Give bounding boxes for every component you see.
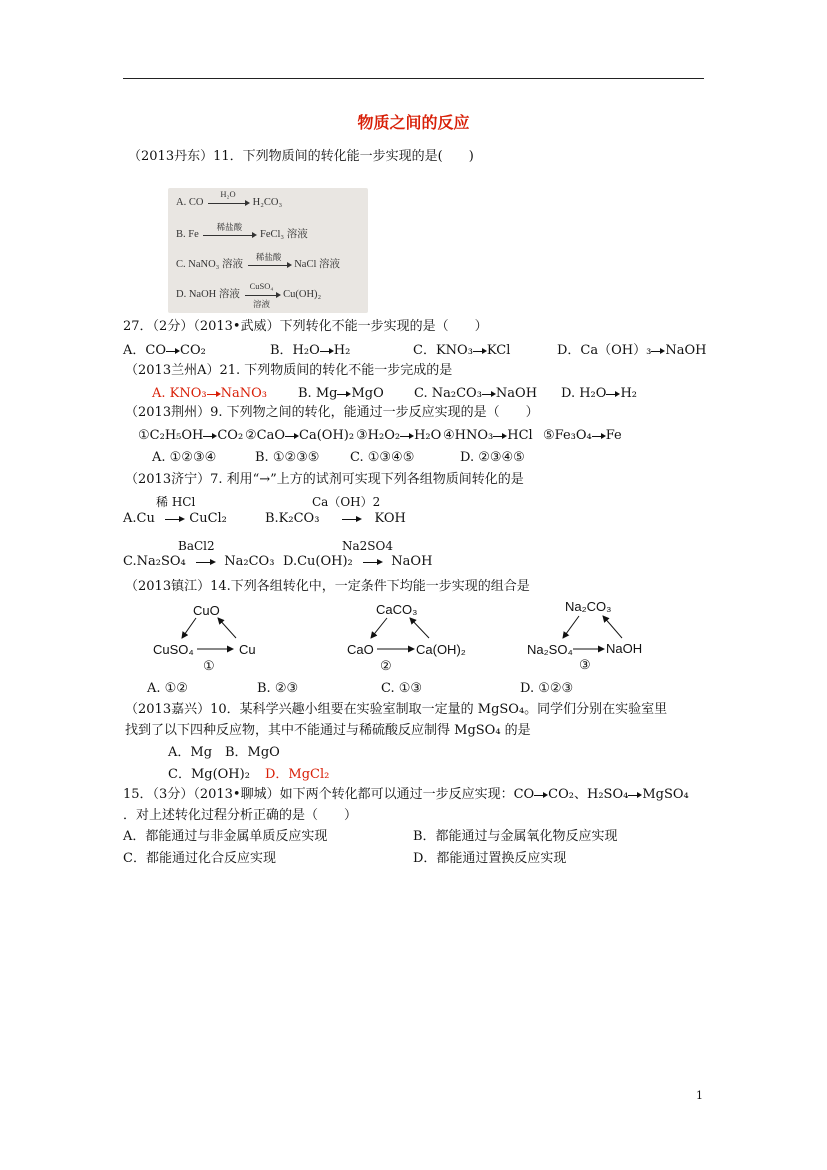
q4-item-5: ⑤Fe₃O₄ Fe: [543, 428, 622, 443]
q4-item-3: ③H₂O₂ H₂O: [356, 428, 442, 443]
q1-image-row-b: B. Fe 稀盐酸 FeCl₃ 溶液: [176, 221, 308, 240]
q3-stem: （2013兰州A）21. 下列物质间的转化不能一步完成的是: [125, 363, 453, 378]
q6-g1-num: ①: [203, 659, 215, 674]
q6-g2-num: ②: [380, 659, 392, 674]
q7-stem-line1: （2013嘉兴）10．某科学兴趣小组要在实验室制取一定量的 MgSO₄。同学们分别在实验室里: [125, 702, 668, 717]
q6-g3-left: Na₂SO₄: [527, 642, 573, 657]
q6-option-a: A. ①②: [147, 681, 188, 696]
q6-g1-left: CuSO₄: [153, 642, 194, 657]
q7-stem-line2: 找到了以下四种反应物，其中不能通过与稀硫酸反应制得 MgSO₄ 的是: [125, 723, 531, 738]
q1-image-row-d: D. NaOH 溶液 CuSO₄ 溶液 Cu(OH)₂: [176, 280, 322, 309]
q6-g3-right: NaOH: [606, 641, 643, 656]
q8-option-b: B．都能通过与金属氧化物反应实现: [413, 829, 618, 844]
q8-option-a: A．都能通过与非金属单质反应实现: [123, 829, 328, 844]
q5-reagent-b: Ca（OH）2: [312, 495, 381, 509]
q3-option-d: D. H₂O H₂: [561, 386, 637, 401]
q5-option-c: C.Na₂SO₄ Na₂CO₃: [123, 554, 275, 569]
q4-option-c: C. ①③④⑤: [350, 450, 415, 465]
q1-stem: （2013丹东）11．下列物质间的转化能一步实现的是( ): [128, 149, 474, 164]
q6-g1-top: CuO: [193, 603, 220, 618]
q4-stem: （2013荆州）9. 下列物之间的转化，能通过一步反应实现的是（ ）: [125, 405, 539, 420]
q7-option-b: B．MgO: [225, 745, 280, 760]
q1-image-row-a: A. CO H₂O H₂CO₃: [176, 188, 283, 208]
q5-reagent-a: 稀 HCl: [156, 495, 196, 509]
q6-stem: （2013镇江）14.下列各组转化中，一定条件下均能一步实现的组合是: [125, 579, 530, 594]
q7-option-c: C．Mg(OH)₂: [168, 767, 250, 782]
q8-option-d: D．都能通过置换反应实现: [413, 851, 567, 866]
q5-reagent-c: BaCl2: [178, 539, 215, 553]
q6-g3-top: Na₂CO₃: [565, 599, 612, 614]
q2-option-b: B．H₂O H₂: [270, 343, 351, 358]
q6-g2-right: Ca(OH)₂: [416, 642, 466, 657]
q5-option-b: B.K₂CO₃ KOH: [265, 511, 406, 526]
q8-stem-line2: ．对上述转化过程分析正确的是（ ）: [123, 808, 358, 823]
q4-item-4: ④HNO₃ HCl: [443, 428, 533, 443]
q1-image-row-c: C. NaNO₃ 溶液 稀盐酸 NaCl 溶液: [176, 251, 340, 270]
q2-option-d: D．Ca（OH）₃ NaOH: [557, 343, 707, 358]
q6-option-c: C. ①③: [381, 681, 423, 696]
q5-stem: （2013济宁）7. 利用“→”上方的试剂可实现下列各组物质间转化的是: [125, 472, 524, 487]
q4-item-1: ①C₂H₅OH CO₂: [138, 428, 244, 443]
q4-option-b: B. ①②③⑤: [255, 450, 320, 465]
q8-option-c: C．都能通过化合反应实现: [123, 851, 276, 866]
q7-option-a: A．Mg: [168, 745, 213, 760]
q2-option-c: C．KNO₃ KCl: [413, 343, 511, 358]
q4-option-a: A. ①②③④: [152, 450, 217, 465]
q5-option-a: A.Cu CuCl₂: [123, 511, 227, 526]
q5-option-d: D.Cu(OH)₂ NaOH: [283, 554, 433, 569]
q7-option-d: D．MgCl₂: [265, 767, 330, 782]
q6-option-b: B. ②③: [257, 681, 299, 696]
q4-option-d: D. ②③④⑤: [460, 450, 525, 465]
q3-option-b: B. Mg MgO: [298, 386, 384, 401]
q3-option-c: C. Na₂CO₃ NaOH: [414, 386, 538, 401]
page-number: 1: [696, 1089, 703, 1102]
q2-stem: 27．（2分）（2013•武威）下列转化不能一步实现的是（ ）: [123, 319, 488, 334]
q6-option-d: D. ①②③: [520, 681, 574, 696]
q2-option-a: A．CO CO₂: [123, 343, 206, 358]
q6-g2-left: CaO: [347, 642, 374, 657]
q4-item-2: ②CaO Ca(OH)₂: [245, 428, 355, 443]
q6-g3-num: ③: [579, 658, 591, 673]
q6-g2-top: CaCO₃: [376, 602, 418, 617]
q6-g1-right: Cu: [239, 642, 256, 657]
q3-option-a: A. KNO₃ NaNO₃: [152, 386, 267, 401]
q8-stem-line1: 15．（3分）（2013•聊城）如下两个转化都可以通过一步反应实现：CO CO₂、H₂SO₄ MgSO₄: [123, 787, 689, 802]
q5-reagent-d: Na2SO4: [342, 539, 393, 553]
page-title: 物质之间的反应: [357, 113, 470, 132]
